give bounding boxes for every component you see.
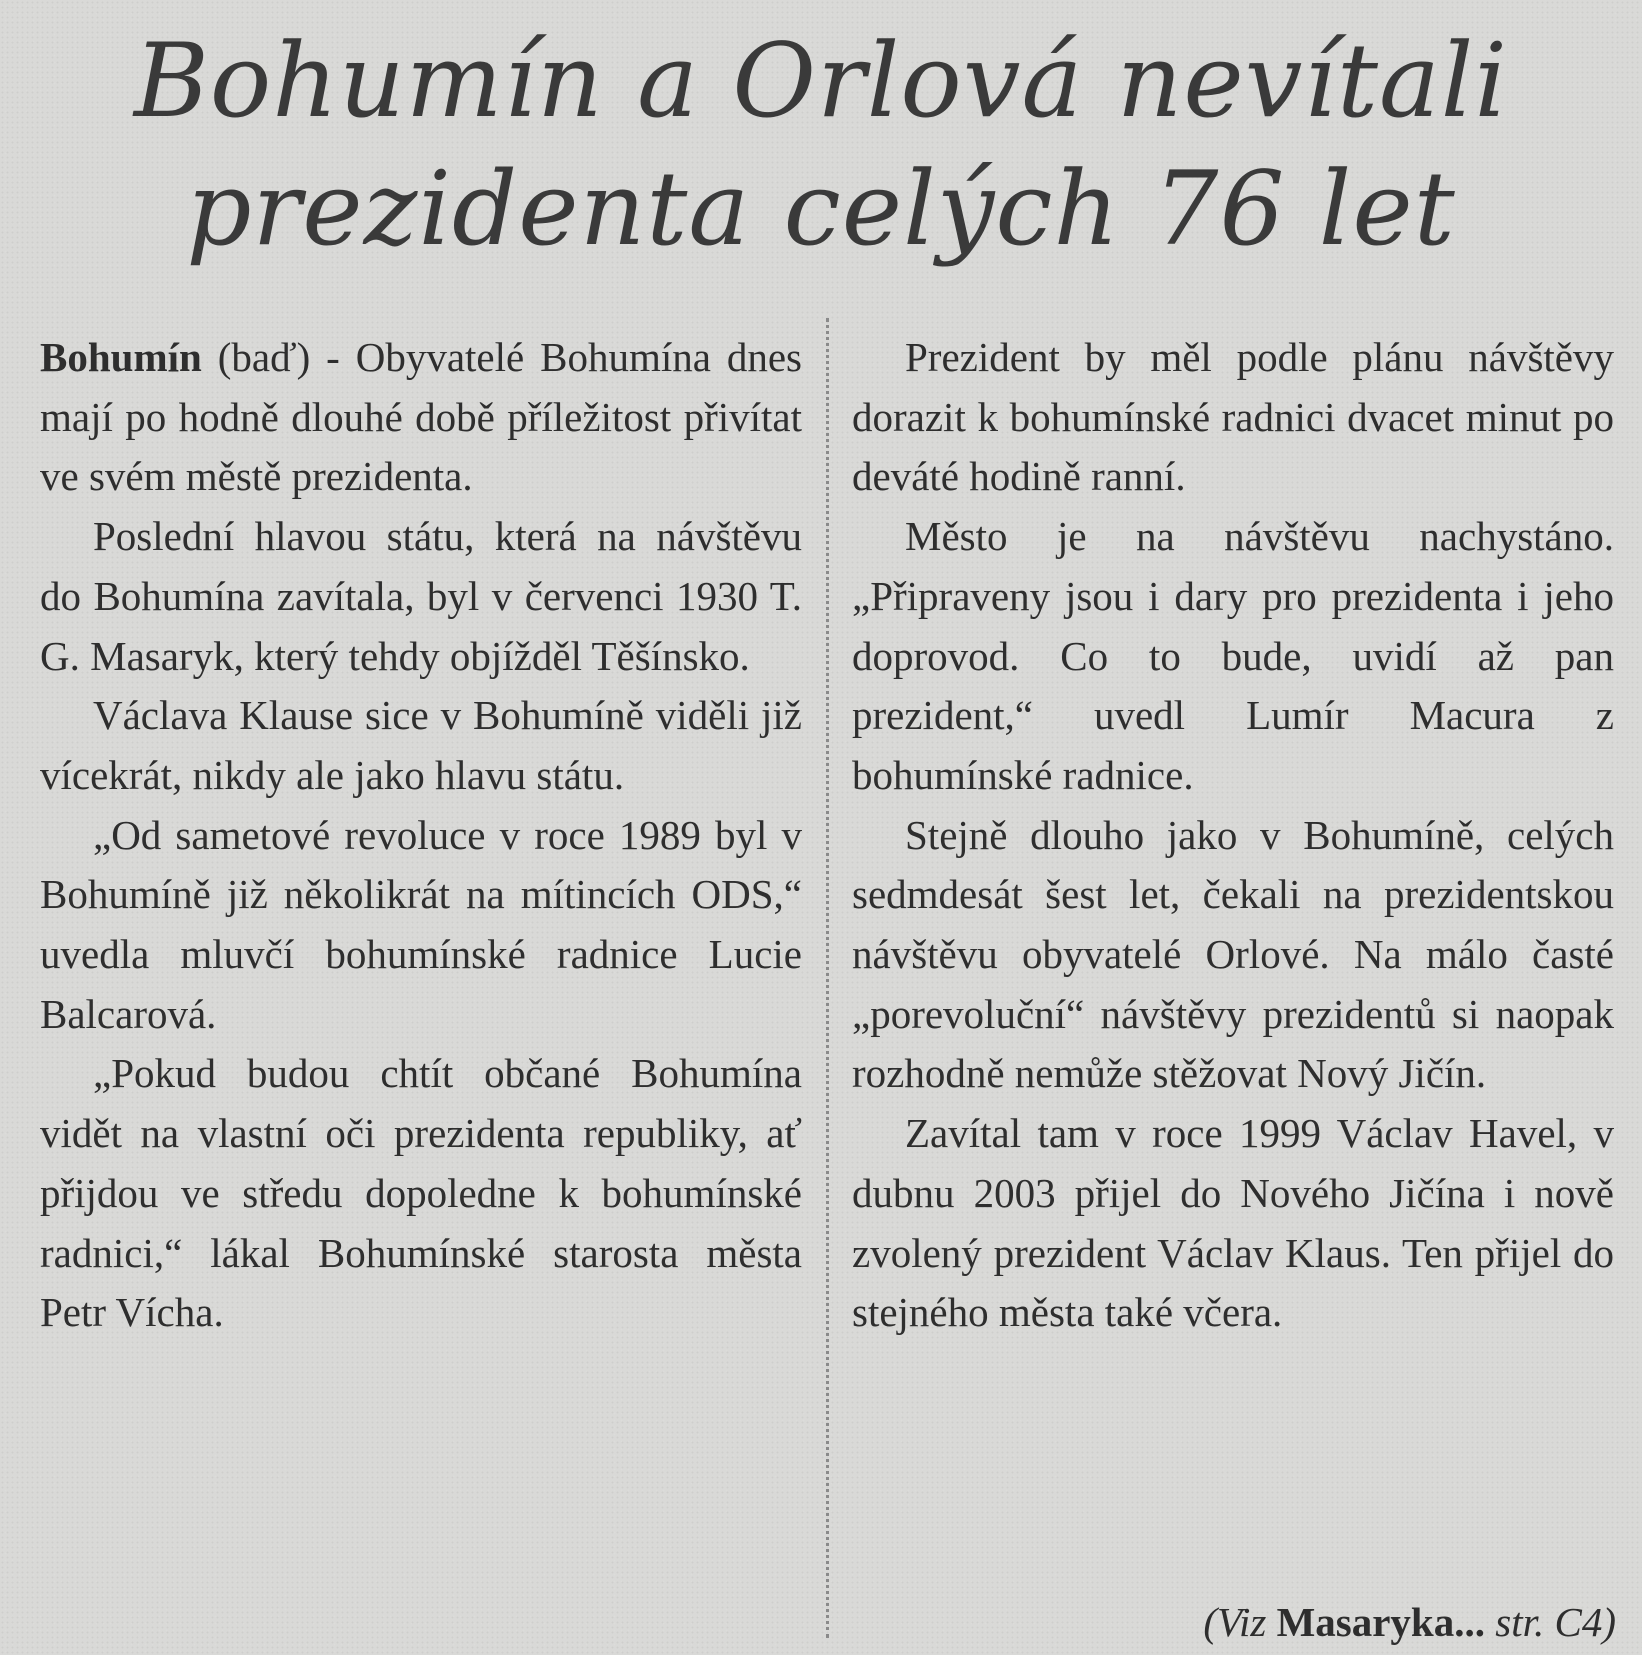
- column-divider: [826, 318, 829, 1638]
- reference-suffix: str. C4): [1484, 1599, 1616, 1645]
- left-paragraph-1: Poslední hlavou státu, která na návštěvu do Bohumína zavítala, byl v červenci 1930 T. G. Masaryk, který tehdy objížděl Těšínsko.: [40, 513, 802, 679]
- dateline-place: Bohumín: [40, 334, 202, 380]
- headline-line-1: Bohumín a Orlová nevítali: [133, 22, 1509, 141]
- right-paragraph-1: Prezident by měl podle plánu návštěvy dorazit k bohumínské radnici dvacet minut po deváté hodině ranní.: [852, 334, 1614, 500]
- left-column: [40, 328, 802, 1343]
- left-paragraph-3: „Od sametové revoluce v roce 1989 byl v Bohumíně již několikrát na mítincích ODS,“ uvedla mluvčí bohumínské radnice Lucie Balcarová.: [40, 811, 802, 1037]
- left-paragraph-4: „Pokud budou chtít občané Bohumína vidět na vlastní oči prezidenta republiky, ať přijdou ve středu dopoledne k bohumínské radnici,“ lákal Bohumínské starosta města Petr Vícha.: [40, 1050, 802, 1336]
- lead-paragraph: [40, 328, 802, 507]
- right-paragraph-3: Stejně dlouho jako v Bohumíně, celých sedmdesát šest let, čekali na prezidentskou návštěvu obyvatelé Orlové. Na málo časté „porevoluční“ návštěvy prezidentů si naopak rozhodně nemůže stěžovat Nový Jičín.: [852, 811, 1614, 1097]
- left-paragraph-2: Václava Klause sice v Bohumíně viděli již vícekrát, nikdy ale jako hlavu státu.: [40, 692, 802, 798]
- headline-line-2: prezidenta celých 76 let: [186, 150, 1456, 269]
- reference-prefix: (Viz: [1203, 1599, 1277, 1645]
- right-paragraph-2: Město je na návštěvu nachystáno. „Připraveny jsou i dary pro prezidenta i jeho doprovod. Co to bude, uvidí až pan prezident,“ uvedl Lumír Macura z bohumínské radnice.: [852, 513, 1614, 798]
- continuation-reference: [1203, 1597, 1616, 1647]
- right-column: [852, 328, 1614, 1343]
- reference-bold: Masaryka...: [1276, 1599, 1485, 1645]
- lead-text: (baď) - Obyvatelé Bohumína dnes mají po hodně dlouhé době příležitost přivítat ve svém městě prezidenta.: [40, 334, 802, 500]
- right-paragraph-4: Zavítal tam v roce 1999 Václav Havel, v dubnu 2003 přijel do Nového Jičína i nově zvolený prezident Václav Klaus. Ten přijel do stejného města také včera.: [852, 1110, 1614, 1336]
- headline: [20, 18, 1622, 274]
